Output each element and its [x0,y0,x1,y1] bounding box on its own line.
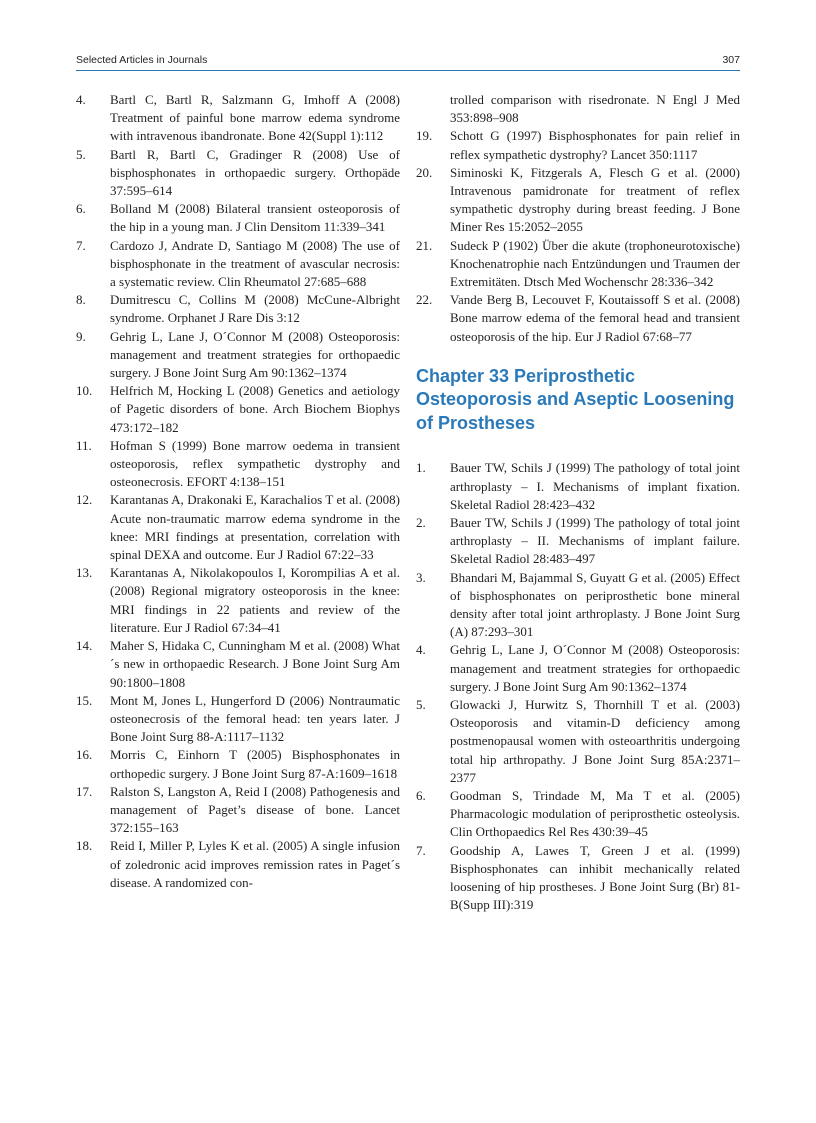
reference-text: Dumitrescu C, Collins M (2008) McCune-Albright syndrome. Orphanet J Rare Dis 3:12 [110,292,400,326]
reference-text: Bhandari M, Bajammal S, Guyatt G et al. (2005) Effect of bisphosphonates on periprosthetic bone mineral density after total joint arthroplasty. J Bone Joint Surg (A) 87:293–301 [450,569,740,640]
reference-item [76,564,400,637]
reference-item [76,491,400,564]
reference-item [76,837,400,892]
reference-text: Karantanas A, Nikolakopoulos I, Korompilias A et al. (2008) Regional migratory osteoporosis in the knee: MRI findings in 22 patients and review of the literature. Eur J Radiol 67:34–41 [110,565,400,635]
reference-item [76,328,400,383]
reference-number: 21. [416,237,433,253]
reference-number: 15. [76,692,93,708]
reference-text: Karantanas A, Drakonaki E, Karachalios T et al. (2008) Acute non-traumatic marrow edema syndrome in the knee: MRI findings at presentation, correlation with spinal DEXA and outcome. Eur J Radiol 67:22–33 [110,492,400,563]
reference-number: 11. [76,437,92,453]
reference-text: Bartl R, Bartl C, Gradinger R (2008) Use of bisphosphonates in orthopaedic surgery. Orthopäde 37:595–614 [110,146,400,199]
reference-item [416,164,740,237]
reference-item [76,637,400,692]
reference-number: 17. [76,783,93,799]
reference-number: 4. [416,642,426,658]
running-header [76,53,740,71]
reference-item [76,146,400,201]
reference-item [416,842,740,915]
reference-item [416,787,740,842]
reference-text: Cardozo J, Andrate D, Santiago M (2008) The use of bisphosphonate in the treatment of avascular necrosis: a systematic review. Clin Rheumatol 27:685–688 [110,237,400,290]
reference-text: Hofman S (1999) Bone marrow oedema in transient osteoporosis, reflex sympathetic dystrophy and osteonecrosis. EFORT 4:138–151 [110,437,400,490]
reference-item [76,237,400,292]
reference-number: 18. [76,838,93,854]
reference-number: 2. [416,514,426,530]
reference-text: Morris C, Einhorn T (2005) Bisphosphonates in orthopedic surgery. J Bone Joint Surg 87-A:1609–1618 [110,747,400,781]
reference-number: 9. [76,328,86,344]
reference-number: 1. [416,460,426,476]
reference-number: 4. [76,92,86,107]
reference-number: 5. [416,696,426,712]
reference-text: Maher S, Hidaka C, Cunningham M et al. (2008) What´s new in orthopaedic Research. J Bone Joint Surg Am 90:1800–1808 [110,638,400,690]
reference-text: Sudeck P (1902) Über die akute (trophoneurotoxische) Knochenatrophie nach Entzündungen und Traumen der Extremitäten. Dtsch Med Wochenschr 28:336–342 [450,237,740,290]
reference-number: 5. [76,146,86,162]
reference-number: 6. [416,788,426,803]
reference-text: Reid I, Miller P, Lyles K et al. (2005) A single infusion of zoledronic acid improves remission rates in Paget´s disease. A randomized con- [110,838,400,890]
reference-number: 19. [416,128,433,144]
reference-item [76,200,400,236]
reference-number: 7. [416,842,426,858]
reference-number: 13. [76,565,93,581]
reference-item [76,91,400,146]
reference-text: trolled comparison with risedronate. N Engl J Med 353:898–908 [450,92,740,126]
reference-text: Bartl C, Bartl R, Salzmann G, Imhoff A (2008) Treatment of painful bone marrow edema syndrome with intravenous ibandronate. Bone 42(Suppl 1):112 [110,92,400,144]
reference-item [416,127,740,163]
reference-text: Schott G (1997) Bisphosphonates for pain relief in reflex sympathetic dystrophy? Lancet 350:1117 [450,128,740,162]
reference-item [76,382,400,437]
reference-number: 10. [76,383,93,399]
reference-item [416,291,740,346]
reference-number: 7. [76,237,86,253]
reference-item [416,641,740,696]
reference-item [76,291,400,327]
reference-text: Vande Berg B, Lecouvet F, Koutaissoff S et al. (2008) Bone marrow edema of the femoral head and transient osteoporosis of the hip. Eur J Radiol 67:68–77 [450,292,740,344]
reference-number: 8. [76,292,86,308]
reference-item [416,514,740,569]
reference-item [76,783,400,838]
reference-text: Ralston S, Langston A, Reid I (2008) Pathogenesis and management of Paget’s disease of bone. Lancet 372:155–163 [110,783,400,836]
reference-text: Gehrig L, Lane J, O´Connor M (2008) Osteoporosis: management and treatment strategies for orthopaedic surgery. J Bone Joint Surg Am 90:1362–1374 [110,328,400,381]
reference-item [416,569,740,642]
reference-number: 16. [76,747,93,763]
reference-list-chapter-33 [416,459,740,914]
reference-text: Goodman S, Trindade M, Ma T et al. (2005) Pharmacologic modulation of periprosthetic osteolysis. Clin Orthopaedics Rel Res 430:39–45 [450,788,740,840]
reference-item [416,237,740,292]
left-column [76,91,400,892]
right-column [416,91,740,914]
reference-item [76,437,400,492]
reference-number: 20. [416,164,433,180]
page-number: 307 [722,54,740,66]
reference-text: Goodship A, Lawes T, Green J et al. (1999) Bisphosphonates can inhibit mechanically related loosening of hip prostheses. J Bone Joint Surg (Br) 81-B(Supp III):319 [450,842,740,913]
reference-number: 22. [416,292,433,308]
reference-item [76,692,400,747]
reference-text: Siminoski K, Fitzgerals A, Flesch G et al. (2000) Intravenous pamidronate for treatment of reflex sympathetic dystrophy during breast feeding. J Bone Miner Res 15:2052–2055 [450,164,740,235]
reference-text: Glowacki J, Hurwitz S, Thornhill T et al. (2003) Osteoporosis and vitamin-D deficiency among postmenopausal women with osteoarthritis undergoing total hip arthropathy. J Bone Joint Surg 85A:2371–2377 [450,696,740,785]
running-title: Selected Articles in Journals [76,54,208,66]
reference-text: Bauer TW, Schils J (1999) The pathology of total joint arthroplasty – I. Mechanisms of implant fixation. Skeletal Radiol 28:423–432 [450,460,740,512]
reference-item [416,459,740,514]
chapter-heading: Chapter 33 Periprosthetic Osteoporosis and Aseptic Loosening of Prostheses [416,365,735,433]
reference-text: Mont M, Jones L, Hungerford D (2006) Nontraumatic osteonecrosis of the femoral head: ten years later. J Bone Joint Surg 88-A:1117–1132 [110,692,400,745]
reference-item [416,91,740,127]
reference-item [416,696,740,787]
reference-item [76,746,400,782]
reference-text: Helfrich M, Hocking L (2008) Genetics and aetiology of Pagetic disorders of bone. Arch Biochem Biophys 473:172–182 [110,383,400,435]
reference-text: Bolland M (2008) Bilateral transient osteoporosis of the hip in a young man. J Clin Densitom 11:339–341 [110,201,400,235]
reference-number: 12. [76,492,93,508]
reference-text: Bauer TW, Schils J (1999) The pathology of total joint arthroplasty – II. Mechanisms of implant failure. Skeletal Radiol 28:483–497 [450,514,740,567]
reference-number: 14. [76,638,93,654]
reference-number: 3. [416,569,426,585]
reference-list-continued [416,91,740,346]
reference-text: Gehrig L, Lane J, O´Connor M (2008) Osteoporosis: management and treatment strategies for orthopaedic surgery. J Bone Joint Surg Am 90:1362–1374 [450,642,740,694]
reference-number: 6. [76,201,86,217]
